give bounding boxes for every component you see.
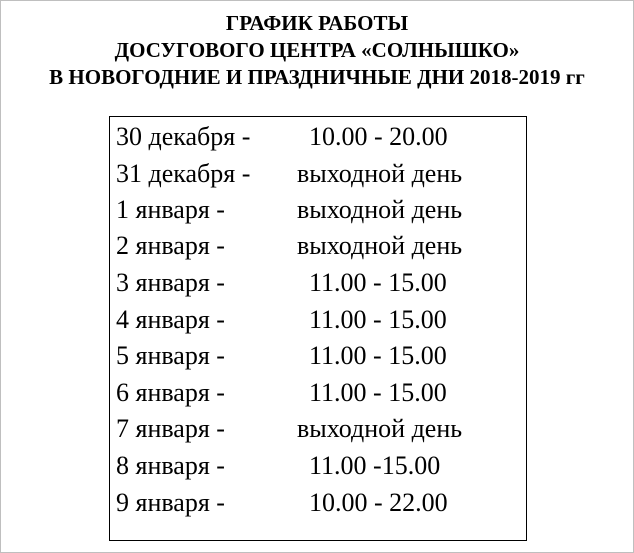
- schedule-date: 2 января -: [116, 231, 225, 260]
- schedule-hours: выходной день: [297, 159, 463, 188]
- schedule-date: 4 января -: [116, 305, 225, 334]
- document-heading: [0, 10, 634, 91]
- heading-line-2: ДОСУГОВОГО ЦЕНТРА «СОЛНЫШКО»: [114, 38, 520, 62]
- schedule-date: 3 января -: [116, 268, 225, 297]
- schedule-hours: выходной день: [297, 231, 463, 260]
- schedule-table: [109, 116, 527, 541]
- schedule-date: 8 января -: [116, 451, 225, 480]
- schedule-hours: выходной день: [297, 195, 463, 224]
- schedule-hours: 11.00 - 15.00: [309, 341, 447, 370]
- heading-line-3: В НОВОГОДНИЕ И ПРАЗДНИЧНЫЕ ДНИ 2018-2019 гг: [49, 65, 585, 89]
- schedule-hours: 10.00 - 20.00: [309, 122, 448, 151]
- schedule-date: 9 января -: [116, 488, 225, 517]
- schedule-hours: выходной день: [297, 414, 463, 443]
- schedule-hours: 11.00 - 15.00: [309, 378, 447, 407]
- schedule-date: 1 января -: [116, 195, 225, 224]
- schedule-date: 5 января -: [116, 341, 225, 370]
- schedule-hours: 11.00 - 15.00: [309, 268, 447, 297]
- schedule-hours: 11.00 - 15.00: [309, 305, 447, 334]
- heading-line-1: ГРАФИК РАБОТЫ: [225, 11, 409, 35]
- schedule-date: 7 января -: [116, 414, 225, 443]
- schedule-hours: 10.00 - 22.00: [309, 488, 448, 517]
- schedule-hours: 11.00 -15.00: [309, 451, 441, 480]
- schedule-date: 6 января -: [116, 378, 225, 407]
- schedule-date: 30 декабря -: [116, 122, 251, 151]
- schedule-date: 31 декабря -: [116, 159, 251, 188]
